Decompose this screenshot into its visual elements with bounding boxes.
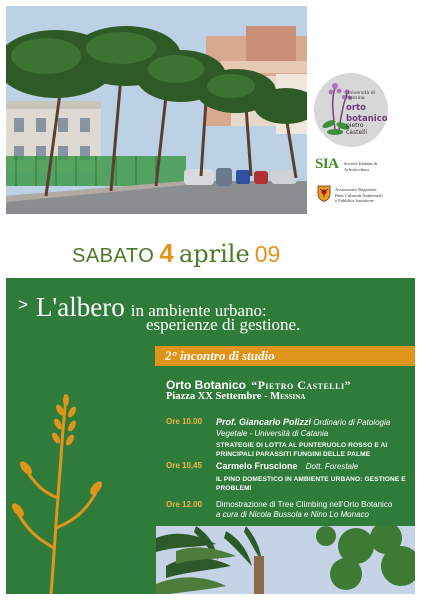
meeting-band: 2° incontro di studio — [155, 346, 415, 366]
regione-sicilia-emblem-icon — [317, 185, 331, 202]
sia-description: Società Italiana di Arboricoltura — [344, 161, 378, 172]
palm-photo — [156, 526, 415, 594]
pietro-label: pietro — [346, 122, 364, 130]
program-item — [166, 461, 414, 493]
program-role: Dott. Forestale — [305, 462, 359, 471]
program-time: Ore 12.00 — [166, 500, 203, 509]
program-speaker: Prof. Giancarlo Polizzi — [216, 417, 312, 427]
program-topic: STRATEGIE DI LOTTA AL PUNTERUOLO ROSSO E AI PRINCIPALI PARASSITI FUNGINI DELLE PALME — [216, 442, 388, 458]
date-day: 4 — [159, 238, 174, 268]
venue-quoted-name: “Pietro Castelli” — [251, 378, 352, 392]
program-curators: a cura di Nicola Bussola e Nino Lo Monaco — [216, 510, 369, 520]
date-weekday: SABATO — [72, 245, 155, 267]
plant-illustration — [6, 388, 126, 594]
program-time: Ore 10,45 — [166, 461, 203, 470]
orto-botanico-text — [346, 92, 396, 137]
event-date — [72, 238, 280, 270]
venue-name: Orto Botanico — [166, 378, 246, 392]
title-main: L'albero — [35, 292, 125, 322]
sia-logo: SIA — [315, 156, 339, 172]
castelli-label: castelli — [346, 128, 368, 136]
header-photo — [6, 6, 307, 214]
sicilia-description: Assessorato Regionale Beni Culturali Ambientali e Pubblica Istruzione — [335, 187, 383, 204]
venue-address: Piazza XX Settembre - Messina — [166, 391, 306, 402]
date-year: 09 — [254, 241, 281, 267]
botanico-label: botanico — [346, 114, 388, 125]
title-subtitle-line1: in ambiente urbano: — [130, 301, 267, 320]
program-item — [166, 500, 414, 521]
program-activity: Dimostrazione di Tree Climbing nell'Orto Botanico — [216, 500, 393, 509]
date-month: aprile — [178, 240, 250, 268]
program-topic: IL PINO DOMESTICO IN AMBIENTE URBANO: GESTIONE E PROBLEMI — [216, 475, 406, 492]
title-subtitle-line2: esperienze di gestione. — [146, 315, 301, 334]
program-speaker: Carmelo Fruscione — [216, 461, 298, 471]
program-item — [166, 417, 414, 460]
venue-city: Messina — [270, 391, 306, 402]
program-time: Ore 10.00 — [166, 417, 203, 426]
title-arrow-icon: > — [18, 295, 28, 314]
university-label: Università di Messina — [346, 91, 375, 101]
program-role: Ordinario di Patologia Vegetale - Università di Catania — [216, 418, 391, 438]
orto-label: orto — [346, 103, 366, 114]
program-panel — [6, 278, 415, 594]
